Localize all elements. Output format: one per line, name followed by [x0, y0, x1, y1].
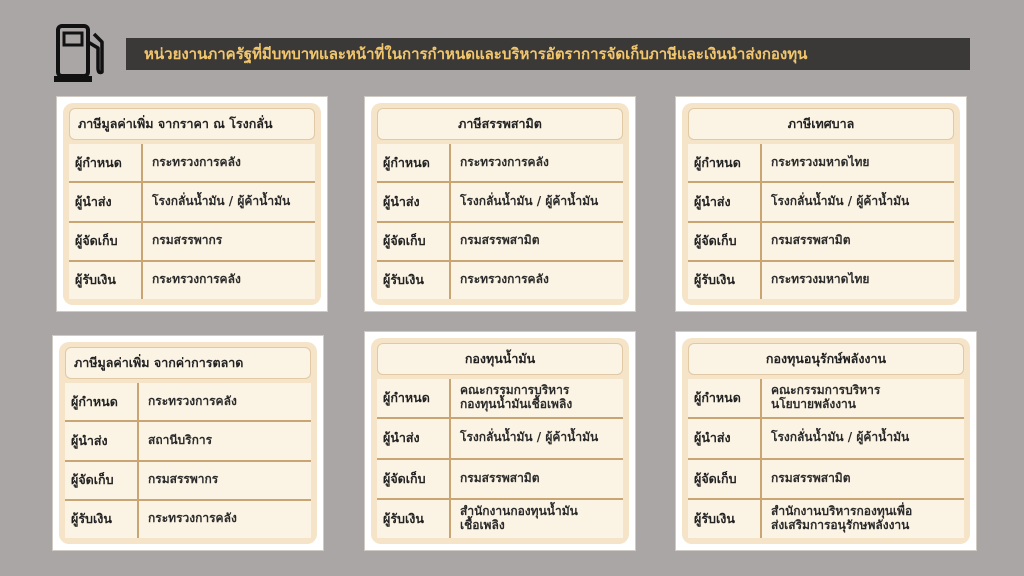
row-value: กรมสรรพากร: [143, 223, 315, 260]
card-title: ภาษีเทศบาล: [688, 108, 954, 140]
row-label: ผู้จัดเก็บ: [65, 462, 139, 499]
row-value: โรงกลั่นน้ำมัน / ผู้ค้าน้ำมัน: [451, 419, 623, 457]
row-label: ผู้รับเงิน: [688, 262, 762, 299]
card-vat-marketing: [53, 336, 323, 550]
table-row: [688, 417, 964, 457]
table-row: [65, 420, 311, 459]
card-title: ภาษีมูลค่าเพิ่ม จากค่าการตลาด: [65, 347, 311, 379]
row-label: ผู้กำหนด: [65, 383, 139, 420]
page-title: หน่วยงานภาครัฐที่มีบทบาทและหน้าที่ในการกำหนดและบริหารอัตราการจัดเก็บภาษีและเงินนำส่งกองทุน: [126, 38, 970, 70]
table-row: [688, 181, 954, 220]
card-title: ภาษีมูลค่าเพิ่ม จากราคา ณ โรงกลั่น: [69, 108, 315, 140]
fuel-pump-icon: [54, 22, 108, 84]
table-row: [377, 379, 623, 417]
row-label: ผู้นำส่ง: [65, 422, 139, 459]
card-title: ภาษีสรรพสามิต: [377, 108, 623, 140]
row-value: กรมสรรพสามิต: [451, 223, 623, 260]
row-value: กระทรวงการคลัง: [451, 262, 623, 299]
row-value: กรมสรรพากร: [139, 462, 311, 499]
table-row: [377, 144, 623, 181]
row-label: ผู้นำส่ง: [688, 419, 762, 457]
table-row: [688, 498, 964, 538]
row-label: ผู้นำส่ง: [377, 183, 451, 220]
row-value: กระทรวงมหาดไทย: [762, 262, 954, 299]
row-value: กระทรวงการคลัง: [143, 144, 315, 181]
row-label: ผู้กำหนด: [377, 144, 451, 181]
row-value: กรมสรรพสามิต: [762, 223, 954, 260]
table-row: [69, 260, 315, 299]
row-label: ผู้จัดเก็บ: [688, 223, 762, 260]
card-oil-fund: [365, 332, 635, 550]
table-row: [65, 460, 311, 499]
row-value: โรงกลั่นน้ำมัน / ผู้ค้าน้ำมัน: [762, 183, 954, 220]
row-value: กรมสรรพสามิต: [762, 460, 964, 498]
table-row: [688, 458, 964, 498]
row-label: ผู้รับเงิน: [688, 500, 762, 538]
row-label: ผู้กำหนด: [688, 144, 762, 181]
row-label: ผู้กำหนด: [69, 144, 143, 181]
row-label: ผู้กำหนด: [377, 379, 451, 417]
row-label: ผู้จัดเก็บ: [377, 223, 451, 260]
table-row: [377, 181, 623, 220]
card-vat-refinery: [57, 97, 327, 311]
row-value: กรมสรรพสามิต: [451, 460, 623, 498]
row-value: กระทรวงการคลัง: [143, 262, 315, 299]
card-energy-conservation-fund: [676, 332, 976, 550]
row-label: ผู้รับเงิน: [377, 262, 451, 299]
row-value: กระทรวงการคลัง: [451, 144, 623, 181]
row-label: ผู้จัดเก็บ: [688, 460, 762, 498]
row-label: ผู้จัดเก็บ: [377, 460, 451, 498]
row-value: โรงกลั่นน้ำมัน / ผู้ค้าน้ำมัน: [143, 183, 315, 220]
table-row: [377, 458, 623, 498]
row-value: สำนักงานบริหารกองทุนเพื่อ ส่งเสริมการอนุรักษพลังงาน: [762, 500, 964, 538]
table-row: [377, 498, 623, 538]
row-value: โรงกลั่นน้ำมัน / ผู้ค้าน้ำมัน: [762, 419, 964, 457]
table-row: [69, 181, 315, 220]
row-label: ผู้กำหนด: [688, 379, 762, 417]
row-value: โรงกลั่นน้ำมัน / ผู้ค้าน้ำมัน: [451, 183, 623, 220]
row-label: ผู้นำส่ง: [688, 183, 762, 220]
table-row: [688, 221, 954, 260]
row-value: กระทรวงมหาดไทย: [762, 144, 954, 181]
table-row: [69, 144, 315, 181]
table-row: [69, 221, 315, 260]
table-row: [688, 144, 954, 181]
row-value: คณะกรรมการบริหาร กองทุนน้ำมันเชื้อเพลิง: [451, 379, 623, 417]
row-label: ผู้นำส่ง: [377, 419, 451, 457]
table-row: [65, 383, 311, 420]
card-title: กองทุนอนุรักษ์พลังงาน: [688, 343, 964, 375]
table-row: [377, 221, 623, 260]
row-label: ผู้นำส่ง: [69, 183, 143, 220]
row-value: สำนักงานกองทุนน้ำมัน เชื้อเพลิง: [451, 500, 623, 538]
card-title: กองทุนน้ำมัน: [377, 343, 623, 375]
table-row: [377, 417, 623, 457]
card-excise-tax: [365, 97, 635, 311]
row-label: ผู้รับเงิน: [69, 262, 143, 299]
row-value: กระทรวงการคลัง: [139, 501, 311, 538]
row-value: กระทรวงการคลัง: [139, 383, 311, 420]
row-value: สถานีบริการ: [139, 422, 311, 459]
table-row: [688, 379, 964, 417]
table-row: [688, 260, 954, 299]
card-municipal-tax: [676, 97, 966, 311]
row-label: ผู้จัดเก็บ: [69, 223, 143, 260]
row-value: คณะกรรมการบริหาร นโยบายพลังงาน: [762, 379, 964, 417]
row-label: ผู้รับเงิน: [377, 500, 451, 538]
table-row: [65, 499, 311, 538]
table-row: [377, 260, 623, 299]
row-label: ผู้รับเงิน: [65, 501, 139, 538]
